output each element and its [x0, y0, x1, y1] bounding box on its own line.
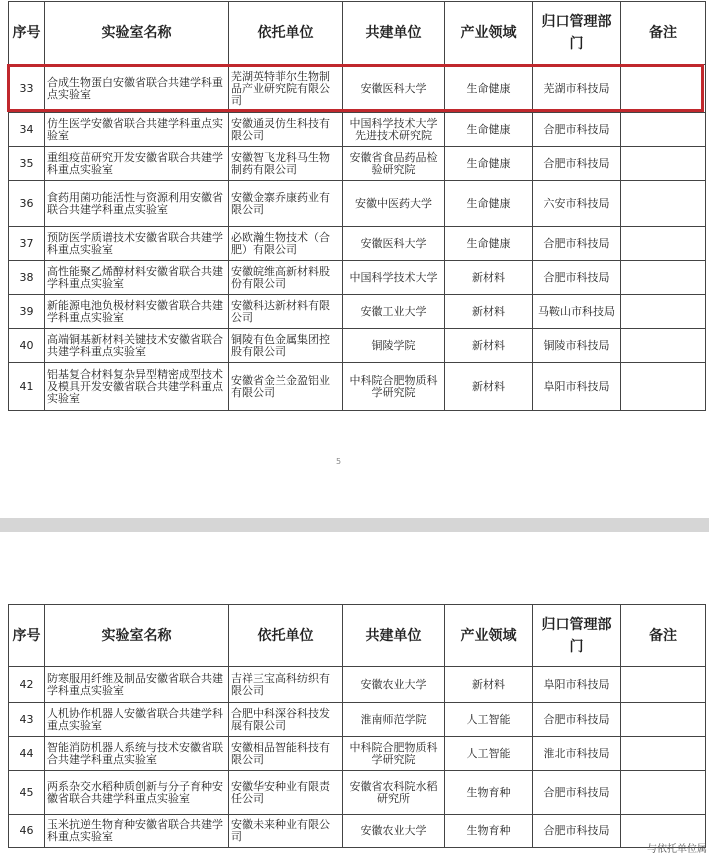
table-header-row	[9, 605, 706, 667]
header-host: 依托单位	[229, 2, 343, 65]
cell-name: 高性能聚乙烯醇材料安徽省联合共建学科重点实验室	[45, 261, 229, 295]
cell-remark	[621, 363, 706, 411]
cell-dept: 芜湖市科技局	[533, 65, 621, 113]
cell-field: 人工智能	[445, 737, 533, 771]
cell-host: 芜湖英特菲尔生物制品产业研究院有限公司	[229, 65, 343, 113]
table-row	[9, 815, 706, 848]
cell-num: 44	[9, 737, 45, 771]
cell-partner: 安徽工业大学	[343, 295, 445, 329]
cell-field: 新材料	[445, 329, 533, 363]
header-dept: 归口管理部门	[533, 605, 621, 667]
cell-name: 人机协作机器人安徽省联合共建学科重点实验室	[45, 703, 229, 737]
cell-remark	[621, 737, 706, 771]
cell-dept: 合肥市科技局	[533, 261, 621, 295]
cell-remark	[621, 261, 706, 295]
cell-name: 新能源电池负极材料安徽省联合共建学科重点实验室	[45, 295, 229, 329]
cell-num: 38	[9, 261, 45, 295]
cell-dept: 六安市科技局	[533, 181, 621, 227]
cell-num: 39	[9, 295, 45, 329]
table-row	[9, 363, 706, 411]
cell-partner: 中国科学技术大学	[343, 261, 445, 295]
cell-host: 安徽未来种业有限公司	[229, 815, 343, 848]
cell-remark	[621, 181, 706, 227]
cell-num: 36	[9, 181, 45, 227]
cell-name: 玉米抗逆生物育种安徽省联合共建学科重点实验室	[45, 815, 229, 848]
cell-name: 高端铜基新材料关键技术安徽省联合共建学科重点实验室	[45, 329, 229, 363]
cell-host: 安徽华安种业有限责任公司	[229, 771, 343, 815]
cell-num: 42	[9, 667, 45, 703]
cell-field: 新材料	[445, 667, 533, 703]
document-page-2	[0, 532, 709, 855]
cell-name: 重组疫苗研究开发安徽省联合共建学科重点实验室	[45, 147, 229, 181]
cell-host: 安徽科达新材料有限公司	[229, 295, 343, 329]
cell-dept: 合肥市科技局	[533, 815, 621, 848]
cell-host: 安徽通灵仿生科技有限公司	[229, 113, 343, 147]
header-num: 序号	[9, 605, 45, 667]
header-num: 序号	[9, 2, 45, 65]
cell-field: 生命健康	[445, 65, 533, 113]
cell-partner: 安徽省食品药品检验研究院	[343, 147, 445, 181]
cell-field: 生命健康	[445, 181, 533, 227]
table-row	[9, 329, 706, 363]
cell-field: 生物育种	[445, 815, 533, 848]
lab-table-page-2	[8, 604, 706, 848]
cell-remark	[621, 227, 706, 261]
cell-partner: 中科院合肥物质科学研究院	[343, 363, 445, 411]
cell-num: 34	[9, 113, 45, 147]
cell-remark	[621, 113, 706, 147]
cell-host: 合肥中科深谷科技发展有限公司	[229, 703, 343, 737]
cell-dept: 淮北市科技局	[533, 737, 621, 771]
header-name: 实验室名称	[45, 2, 229, 65]
table-row	[9, 737, 706, 771]
page-number: 5	[336, 457, 342, 466]
cell-num: 33	[9, 65, 45, 113]
cell-num: 35	[9, 147, 45, 181]
cell-partner: 中国科学技术大学先进技术研究院	[343, 113, 445, 147]
header-field: 产业领域	[445, 2, 533, 65]
cell-dept: 合肥市科技局	[533, 771, 621, 815]
cell-field: 生命健康	[445, 147, 533, 181]
cell-dept: 阜阳市科技局	[533, 363, 621, 411]
cell-partner: 中科院合肥物质科学研究院	[343, 737, 445, 771]
table-row	[9, 703, 706, 737]
cell-partner: 安徽医科大学	[343, 227, 445, 261]
cell-remark	[621, 703, 706, 737]
cell-field: 新材料	[445, 295, 533, 329]
cell-partner: 安徽中医药大学	[343, 181, 445, 227]
header-partner: 共建单位	[343, 605, 445, 667]
table-row	[9, 227, 706, 261]
cell-partner: 安徽医科大学	[343, 65, 445, 113]
cell-remark	[621, 329, 706, 363]
cell-field: 生命健康	[445, 227, 533, 261]
cell-num: 46	[9, 815, 45, 848]
cell-dept: 合肥市科技局	[533, 703, 621, 737]
cell-host: 吉祥三宝高科纺织有限公司	[229, 667, 343, 703]
cell-field: 生命健康	[445, 113, 533, 147]
cell-partner: 安徽农业大学	[343, 667, 445, 703]
cell-num: 41	[9, 363, 45, 411]
table-header-row	[9, 2, 706, 65]
cell-dept: 合肥市科技局	[533, 227, 621, 261]
cell-dept: 合肥市科技局	[533, 113, 621, 147]
cell-dept: 合肥市科技局	[533, 147, 621, 181]
trailing-text: 与依托单位属	[647, 844, 707, 855]
cell-host: 铜陵有色金属集团控股有限公司	[229, 329, 343, 363]
table-row	[9, 261, 706, 295]
cell-host: 安徽皖维高新材料股份有限公司	[229, 261, 343, 295]
cell-partner: 铜陵学院	[343, 329, 445, 363]
cell-num: 45	[9, 771, 45, 815]
header-partner: 共建单位	[343, 2, 445, 65]
cell-remark	[621, 65, 706, 113]
cell-name: 预防医学质谱技术安徽省联合共建学科重点实验室	[45, 227, 229, 261]
cell-field: 生物育种	[445, 771, 533, 815]
cell-name: 合成生物蛋白安徽省联合共建学科重点实验室	[45, 65, 229, 113]
cell-host: 安徽金寨乔康药业有限公司	[229, 181, 343, 227]
header-host: 依托单位	[229, 605, 343, 667]
table-row	[9, 667, 706, 703]
cell-name: 两系杂交水稻种质创新与分子育种安徽省联合共建学科重点实验室	[45, 771, 229, 815]
cell-remark	[621, 295, 706, 329]
header-remark: 备注	[621, 605, 706, 667]
cell-name: 智能消防机器人系统与技术安徽省联合共建学科重点实验室	[45, 737, 229, 771]
page-gap	[0, 518, 709, 532]
table-row	[9, 65, 706, 113]
cell-dept: 铜陵市科技局	[533, 329, 621, 363]
cell-num: 37	[9, 227, 45, 261]
table-row	[9, 295, 706, 329]
cell-remark	[621, 667, 706, 703]
table-row	[9, 113, 706, 147]
table-row	[9, 181, 706, 227]
cell-partner: 安徽农业大学	[343, 815, 445, 848]
cell-name: 食药用菌功能活性与资源利用安徽省联合共建学科重点实验室	[45, 181, 229, 227]
cell-remark	[621, 147, 706, 181]
header-dept: 归口管理部门	[533, 2, 621, 65]
cell-name: 仿生医学安徽省联合共建学科重点实验室	[45, 113, 229, 147]
header-field: 产业领域	[445, 605, 533, 667]
cell-partner: 淮南师范学院	[343, 703, 445, 737]
cell-name: 防寒服用纤维及制品安徽省联合共建学科重点实验室	[45, 667, 229, 703]
header-name: 实验室名称	[45, 605, 229, 667]
cell-host: 安徽智飞龙科马生物制药有限公司	[229, 147, 343, 181]
table-row	[9, 147, 706, 181]
cell-host: 必欧瀚生物技术（合肥）有限公司	[229, 227, 343, 261]
header-remark: 备注	[621, 2, 706, 65]
cell-field: 人工智能	[445, 703, 533, 737]
cell-host: 安徽省金兰金盈铝业有限公司	[229, 363, 343, 411]
cell-num: 40	[9, 329, 45, 363]
cell-remark	[621, 771, 706, 815]
cell-num: 43	[9, 703, 45, 737]
cell-partner: 安徽省农科院水稻研究所	[343, 771, 445, 815]
table-row	[9, 771, 706, 815]
cell-field: 新材料	[445, 363, 533, 411]
lab-table-page-1	[8, 1, 706, 411]
cell-field: 新材料	[445, 261, 533, 295]
cell-dept: 马鞍山市科技局	[533, 295, 621, 329]
cell-host: 安徽相品智能科技有限公司	[229, 737, 343, 771]
cell-dept: 阜阳市科技局	[533, 667, 621, 703]
cell-name: 铝基复合材料复杂异型精密成型技术及模具开发安徽省联合共建学科重点实验室	[45, 363, 229, 411]
